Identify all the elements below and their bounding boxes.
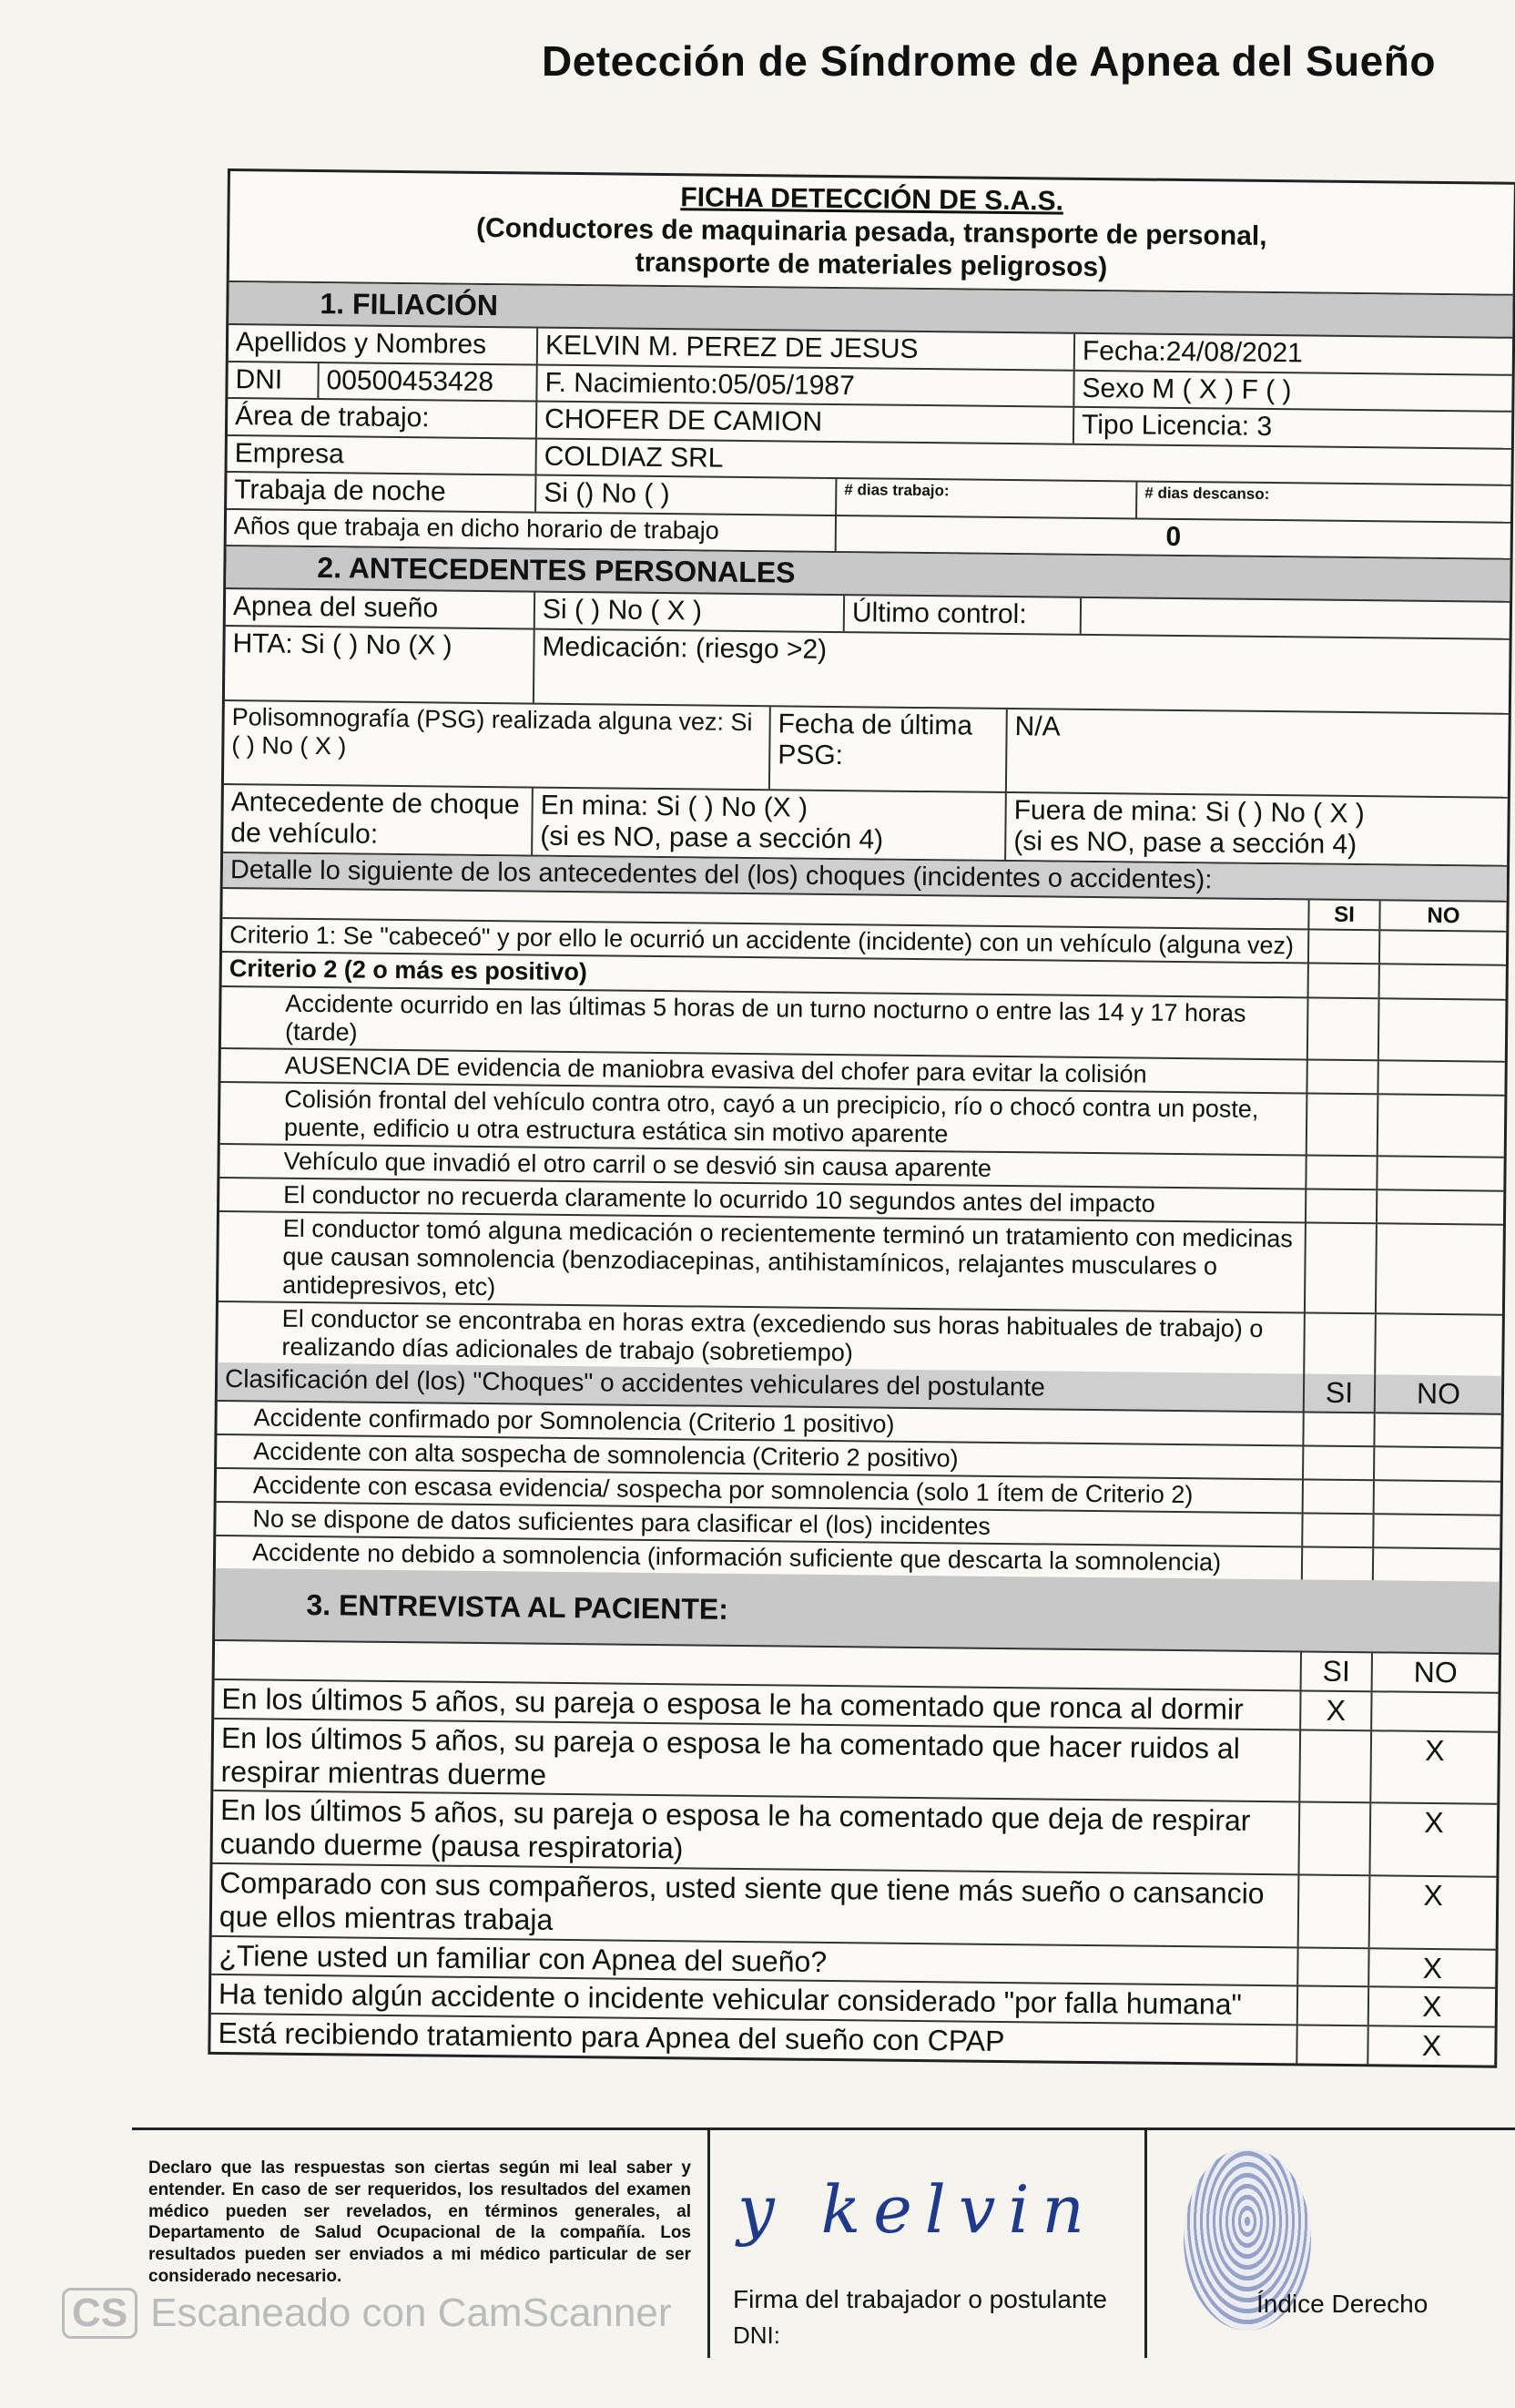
dias-trabajo-label: # dias trabajo: (837, 479, 1137, 517)
clasificacion-no-mark (1374, 1548, 1500, 1581)
entrevista-no-header: NO (1413, 1655, 1458, 1689)
criterio-si-mark (1307, 1094, 1379, 1155)
entrevista-si-mark (1298, 1948, 1369, 1986)
clasificacion-no-mark (1374, 1515, 1500, 1547)
area-value: CHOFER DE CAMION (537, 403, 1074, 444)
criterio-1: Criterio 1: Se "cabeceó" y por ello le ocurrió un accidente (incidente) con un vehículo (alguna vez) (222, 919, 1309, 963)
criterio-text: Vehículo que invadió el otro carril o se desvió sin causa aparente (219, 1145, 1307, 1189)
noche-value: Si () No ( ) (536, 476, 837, 515)
criterio-si-mark (1305, 1313, 1377, 1374)
criterio-si-mark (1306, 1223, 1378, 1312)
entrevista-text: En los últimos 5 años, su pareja o esposa le ha comentado que deja de respirar cuando duerme (pausa respiratoria) (213, 1791, 1301, 1873)
detalle-heading: Detalle lo siguiente de los antecedentes del (los) choques (incidentes o accidentes): (229, 854, 1213, 894)
hta-value: HTA: Si ( ) No (X ) (225, 627, 535, 703)
empresa-value: COLDIAZ SRL (544, 441, 724, 474)
empresa-label: Empresa (228, 436, 537, 474)
entrevista-si-header: SI (1302, 1653, 1373, 1691)
firma-dni-label: DNI: (733, 2321, 780, 2349)
form-title: FICHA DETECCIÓN DE S.A.S. (680, 182, 1064, 217)
entrevista-no-mark: X (1424, 1806, 1444, 1840)
psg-label: Polisomnografía (PSG) realizada alguna vez: Si ( ) No ( X ) (224, 700, 771, 788)
section-filiacion: 1. FILIACIÓN (229, 282, 1512, 339)
criterio-text: El conductor no recuerda claramente lo ocurrido 10 segundos antes del impacto (219, 1178, 1307, 1222)
criterio-row (219, 1212, 1503, 1316)
signature-box (710, 2130, 1147, 2358)
criterio-text: El conductor se encontraba en horas extra (excediendo sus horas habituales de trabajo) o realizando días adicionales de trabajo (sobretiempo) (218, 1302, 1306, 1374)
section-entrevista: 3. ENTREVISTA AL PACIENTE: (215, 1568, 1500, 1655)
apellidos-value: KELVIN M. PEREZ DE JESUS (538, 329, 1075, 370)
dni-value: 00500453428 (319, 363, 537, 401)
indice-label: Índice Derecho (1256, 2290, 1429, 2318)
entrevista-text: Ha tenido algún accidente o incidente vehicular considerado "por falla humana" (211, 1975, 1298, 2024)
choque-label: Antecedente de choque de vehículo: (223, 784, 534, 854)
criterio-no-mark (1378, 1095, 1505, 1157)
en-mina-note: (si es NO, pase a sección 4) (540, 821, 884, 855)
entrevista-no-mark: X (1422, 1990, 1442, 2024)
criterio-no-mark (1378, 1190, 1503, 1223)
entrevista-row (213, 1719, 1498, 1805)
clasificacion-si-mark (1304, 1480, 1375, 1513)
clasif-no-header: NO (1416, 1376, 1461, 1411)
criterio-si-mark (1307, 1060, 1378, 1093)
no-header: NO (1427, 903, 1460, 929)
entrevista-si-mark: X (1301, 1691, 1372, 1729)
entrevista-text: Está recibiendo tratamiento para Apnea del sueño con CPAP (210, 2015, 1297, 2063)
entrevista-si-mark (1300, 1730, 1372, 1801)
fuera-mina-value: Fuera de mina: Si ( ) No ( X ) (1013, 794, 1365, 829)
form-header (229, 171, 1514, 296)
clasificacion-text: Accidente con alta sospecha de somnolencia (Criterio 2 positivo) (217, 1435, 1304, 1479)
section-antecedentes: 2. ANTECEDENTES PERSONALES (226, 546, 1510, 603)
entrevista-si-mark (1299, 1803, 1371, 1874)
clasif-si-header: SI (1305, 1374, 1376, 1413)
criterio-si-mark (1307, 1189, 1378, 1222)
clasificacion-no-mark (1375, 1481, 1500, 1514)
fuera-mina-note: (si es NO, pase a sección 4) (1013, 826, 1357, 861)
document-title: Detección de Síndrome de Apnea del Sueño (542, 37, 1436, 85)
clasificacion-si-mark (1303, 1548, 1374, 1581)
entrevista-text: En los últimos 5 años, su pareja o esposa le ha comentado que hacer ruidos al respirar mientras duerme (213, 1719, 1301, 1801)
entrevista-si-mark (1299, 1875, 1371, 1946)
medicacion-label: Medicación: (riesgo >2) (542, 631, 828, 665)
declaration-text: Declaro que las respuestas son ciertas según mi leal saber y entender. En caso de ser requeridos, los resultados del examen médico pueden ser revelados, en términos generales, al Departamento de Salud Ocupacional de la compañía. Los resultados pueden ser enviados a mi médico particular de ser considerado necesario. (132, 2130, 710, 2358)
clasificacion-text: Accidente con escasa evidencia/ sospecha por somnolencia (solo 1 ítem de Criterio 2) (217, 1469, 1304, 1513)
criterio-text: Colisión frontal del vehículo contra otro, cayó a un precipicio, río o chocó contra un poste, puente, edificio u otra estructura estática sin motivo aparente (220, 1083, 1308, 1155)
criterio-text: El conductor tomó alguna medicación o recientemente terminó un tratamiento con medicinas que causan somnolencia (benzodiacepinas, antihistamínicos, relajantes musculares o antidepresivos, etc) (219, 1212, 1307, 1312)
noche-label: Trabaja de noche (227, 473, 536, 511)
entrevista-row (212, 1864, 1497, 1950)
criterio-no-mark (1377, 1224, 1503, 1314)
criterio-2: Criterio 2 (2 o más es positivo) (222, 953, 1309, 996)
entrevista-no-mark: X (1422, 1951, 1443, 1985)
entrevista-no-mark (1372, 1692, 1498, 1730)
sas-form (208, 168, 1515, 2068)
criterio-text: AUSENCIA DE evidencia de maniobra evasiva del chofer para evitar la colisión (221, 1049, 1308, 1093)
form-subtitle-2: transporte de materiales peligrosos) (635, 247, 1108, 283)
criterio-no-mark (1376, 1314, 1502, 1376)
clasificacion-si-mark (1304, 1413, 1375, 1445)
form-subtitle-1: (Conductores de maquinaria pesada, transporte de personal, (475, 212, 1267, 251)
entrevista-row (213, 1791, 1498, 1877)
entrevista-si-mark (1298, 1987, 1369, 2025)
criterio-si-mark (1308, 998, 1380, 1059)
watermark-text: Escaneado con CamScanner (150, 2291, 672, 2335)
clasificacion-si-mark (1303, 1514, 1374, 1546)
entrevista-no-mark: X (1425, 1733, 1445, 1767)
criterio-no-mark (1378, 1157, 1503, 1189)
entrevista-no-mark: X (1421, 2028, 1442, 2063)
criterio-no-mark (1378, 1061, 1504, 1094)
handwritten-signature: y kelvin (737, 2171, 1097, 2248)
dni-label: DNI (228, 362, 319, 399)
entrevista-text: Comparado con sus compañeros, usted siente que tiene más sueño o cansancio que ellos mientras trabaja (212, 1864, 1300, 1946)
clasificacion-no-mark (1375, 1413, 1500, 1446)
clasificacion-text: Accidente no debido a somnolencia (información suficiente que descarta la somnolencia) (216, 1536, 1303, 1580)
entrevista-no-mark: X (1423, 1878, 1444, 1912)
clasificacion-text: No se dispone de datos suficientes para clasificar el (los) incidentes (216, 1503, 1303, 1546)
en-mina-value: En mina: Si ( ) No (X ) (540, 790, 808, 823)
nacimiento-value: F. Nacimiento:05/05/1987 (537, 365, 1074, 406)
criterio-text: Accidente ocurrido en las últimas 5 horas de un turno nocturno o entre las 14 y 17 horas (tarde) (221, 987, 1309, 1059)
ultimo-control-label: Último control: (845, 596, 1082, 633)
apnea-label: Apnea del sueño (226, 589, 535, 628)
anios-label: Años que trabaja en dicho horario de trabajo (227, 510, 837, 552)
area-label: Área de trabajo: (228, 399, 537, 437)
sexo-value: Sexo M ( X ) F ( ) (1082, 372, 1292, 405)
camscanner-logo-icon: CS (62, 2288, 137, 2339)
entrevista-text: En los últimos 5 años, su pareja o esposa le ha comentado que ronca al dormir (214, 1680, 1301, 1729)
firma-label: Firma del trabajador o postulante (733, 2285, 1107, 2313)
licencia-value: Tipo Licencia: 3 (1081, 409, 1273, 443)
si-header: SI (1309, 900, 1380, 929)
fecha-psg-label: Fecha de última PSG: (770, 707, 1008, 791)
entrevista-si-mark (1297, 2026, 1368, 2065)
dias-descanso-label: # dias descanso: (1144, 484, 1270, 504)
clasificacion-si-mark (1304, 1446, 1375, 1479)
criterio-no-mark (1379, 999, 1506, 1061)
clasificacion-heading: Clasificación del (los) "Choques" o accidentes vehiculares del postulante (218, 1362, 1305, 1411)
clasificacion-no-mark (1375, 1447, 1500, 1480)
thumbprint-box (1147, 2130, 1515, 2358)
criterio-si-mark (1307, 1156, 1378, 1189)
anios-value: 0 (1165, 521, 1182, 552)
camscanner-watermark (62, 2288, 671, 2339)
entrevista-text: ¿Tiene usted un familiar con Apnea del sueño? (211, 1936, 1298, 1985)
apellidos-label: Apellidos y Nombres (229, 325, 538, 363)
psg-value: N/A (1014, 710, 1061, 742)
clasificacion-text: Accidente confirmado por Somnolencia (Criterio 1 positivo) (217, 1402, 1304, 1445)
apnea-value: Si ( ) No ( X ) (535, 593, 845, 631)
fecha-value: Fecha:24/08/2021 (1082, 335, 1303, 369)
